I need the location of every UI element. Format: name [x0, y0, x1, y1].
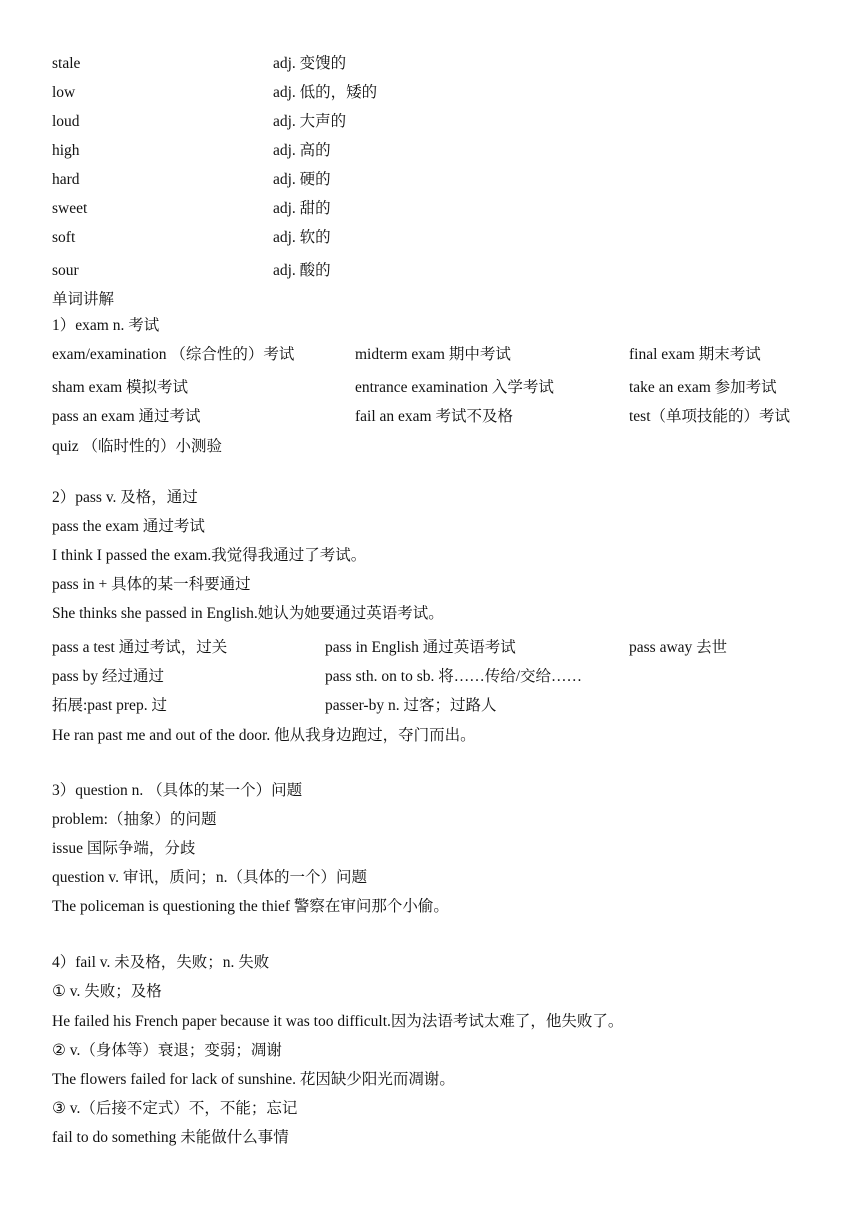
pass-grid-cell: passer-by n. 过客；过路人 [325, 697, 497, 714]
vocab-word: sour [52, 262, 79, 279]
question-line: issue 国际争端，分歧 [52, 840, 196, 857]
pass-grid-cell: pass a test 通过考试，过关 [52, 639, 228, 656]
vocab-word: stale [52, 55, 81, 72]
vocab-word: soft [52, 229, 76, 246]
fail-heading: 4）fail v. 未及格，失败；n. 失败 [52, 954, 270, 971]
vocab-word: hard [52, 171, 80, 188]
question-heading: 3）question n. （具体的某一个）问题 [52, 782, 303, 799]
fail-line: He failed his French paper because it was too difficult.因为法语考试太难了，他失败了。 [52, 1013, 624, 1030]
fail-line: The flowers failed for lack of sunshine. 花因缺少阳光而凋谢。 [52, 1071, 455, 1088]
exam-grid-cell: take an exam 参加考试 [629, 379, 777, 396]
pass-example: He ran past me and out of the door. 他从我身边跑过，夺门而出。 [52, 727, 476, 744]
exam-grid-cell: sham exam 模拟考试 [52, 379, 189, 396]
fail-line: ③ v.（后接不定式）不，不能；忘记 [52, 1100, 298, 1117]
exam-grid-cell: midterm exam 期中考试 [355, 346, 511, 363]
pass-line: I think I passed the exam.我觉得我通过了考试。 [52, 547, 367, 564]
pass-grid-cell: pass sth. on to sb. 将……传给/交给…… [325, 668, 583, 685]
pass-line: pass in + 具体的某一科要通过 [52, 576, 251, 593]
pass-grid-cell: pass by 经过通过 [52, 668, 164, 685]
vocab-def: adj. 低的，矮的 [273, 84, 378, 101]
exam-grid-cell: exam/examination （综合性的）考试 [52, 346, 295, 363]
vocab-def: adj. 硬的 [273, 171, 331, 188]
exam-quiz: quiz （临时性的）小测验 [52, 438, 223, 455]
vocab-def: adj. 变馊的 [273, 55, 347, 72]
vocab-def: adj. 软的 [273, 229, 331, 246]
exam-grid-cell: fail an exam 考试不及格 [355, 408, 513, 425]
pass-line: She thinks she passed in English.她认为她要通过英语考试。 [52, 605, 444, 622]
pass-grid-cell: 拓展:past prep. 过 [52, 697, 167, 714]
section-title: 单词讲解 [52, 291, 115, 308]
exam-grid-cell: pass an exam 通过考试 [52, 408, 201, 425]
exam-grid-cell: final exam 期末考试 [629, 346, 761, 363]
vocab-word: loud [52, 113, 80, 130]
fail-line: fail to do something 未能做什么事情 [52, 1129, 289, 1146]
exam-grid-cell: test（单项技能的）考试 [629, 408, 791, 425]
pass-grid-cell: pass away 去世 [629, 639, 728, 656]
vocab-def: adj. 高的 [273, 142, 331, 159]
vocab-word: low [52, 84, 76, 101]
question-line: The policeman is questioning the thief 警察在审问那个小偷。 [52, 898, 449, 915]
vocab-def: adj. 甜的 [273, 200, 331, 217]
pass-heading: 2）pass v. 及格，通过 [52, 489, 198, 506]
pass-line: pass the exam 通过考试 [52, 518, 205, 535]
vocab-word: high [52, 142, 80, 159]
question-line: question v. 审讯，质问；n.（具体的一个）问题 [52, 869, 368, 886]
vocab-def: adj. 大声的 [273, 113, 347, 130]
question-line: problem:（抽象）的问题 [52, 811, 217, 828]
fail-line: ① v. 失败；及格 [52, 983, 162, 1000]
pass-grid-cell: pass in English 通过英语考试 [325, 639, 516, 656]
exam-heading: 1）exam n. 考试 [52, 317, 160, 334]
exam-grid-cell: entrance examination 入学考试 [355, 379, 554, 396]
fail-line: ② v.（身体等）衰退；变弱；凋谢 [52, 1042, 282, 1059]
vocab-def: adj. 酸的 [273, 262, 331, 279]
vocab-word: sweet [52, 200, 88, 217]
